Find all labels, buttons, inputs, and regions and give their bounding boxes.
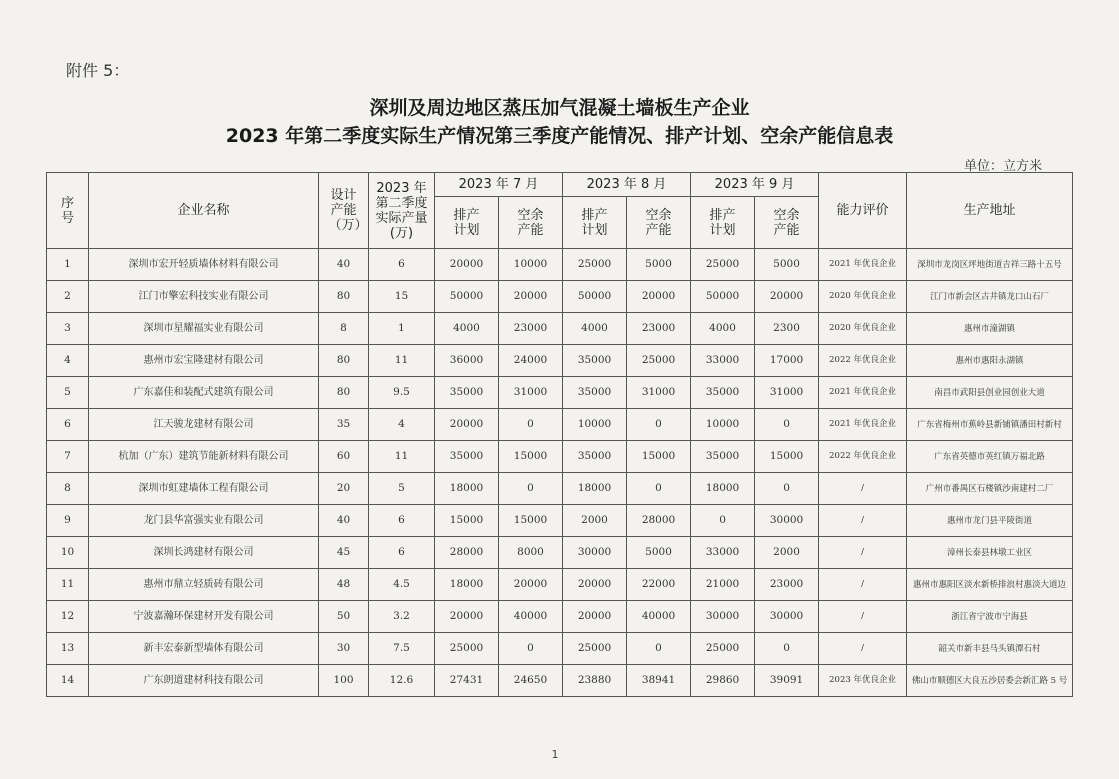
jul-plan: 20000 bbox=[435, 249, 499, 281]
design-capacity: 20 bbox=[319, 473, 369, 505]
header-sep-spare-text: 空余产能 bbox=[773, 207, 800, 238]
design-capacity: 40 bbox=[319, 505, 369, 537]
header-jul-spare bbox=[499, 197, 563, 249]
capability-rating: / bbox=[819, 569, 907, 601]
jul-spare: 0 bbox=[499, 633, 563, 665]
company-name: 深圳市虹建墙体工程有限公司 bbox=[89, 473, 319, 505]
company-name: 江门市擎宏科技实业有限公司 bbox=[89, 281, 319, 313]
jul-plan: 27431 bbox=[435, 665, 499, 697]
capability-rating: 2021 年优良企业 bbox=[819, 377, 907, 409]
header-sep-plan bbox=[691, 197, 755, 249]
aug-plan: 50000 bbox=[563, 281, 627, 313]
header-jul-spare-text: 空余产能 bbox=[517, 207, 544, 238]
capability-rating: / bbox=[819, 537, 907, 569]
production-address: 漳州长泰县林墩工业区 bbox=[907, 537, 1073, 569]
production-address: 佛山市顺德区大良五沙居委会新汇路 5 号 bbox=[907, 665, 1073, 697]
row-index: 12 bbox=[47, 601, 89, 633]
row-index: 3 bbox=[47, 313, 89, 345]
aug-spare: 38941 bbox=[627, 665, 691, 697]
capability-rating: 2020 年优良企业 bbox=[819, 281, 907, 313]
aug-plan: 30000 bbox=[563, 537, 627, 569]
aug-plan: 2000 bbox=[563, 505, 627, 537]
row-index: 11 bbox=[47, 569, 89, 601]
capability-rating: 2023 年优良企业 bbox=[819, 665, 907, 697]
q2-output: 1 bbox=[369, 313, 435, 345]
design-capacity: 80 bbox=[319, 377, 369, 409]
design-capacity: 35 bbox=[319, 409, 369, 441]
table-row bbox=[47, 409, 1073, 441]
jul-plan: 28000 bbox=[435, 537, 499, 569]
sep-plan: 33000 bbox=[691, 345, 755, 377]
annex-label: 附件 5： bbox=[66, 61, 130, 80]
jul-plan: 50000 bbox=[435, 281, 499, 313]
jul-spare: 24000 bbox=[499, 345, 563, 377]
company-name: 宁波嘉瀚环保建材开发有限公司 bbox=[89, 601, 319, 633]
production-address: 韶关市新丰县马头镇潭石村 bbox=[907, 633, 1073, 665]
production-address: 浙江省宁波市宁海县 bbox=[907, 601, 1073, 633]
header-index bbox=[47, 173, 89, 249]
row-index: 9 bbox=[47, 505, 89, 537]
company-name: 广东朗道建材科技有限公司 bbox=[89, 665, 319, 697]
aug-spare: 0 bbox=[627, 633, 691, 665]
aug-plan: 35000 bbox=[563, 377, 627, 409]
q2-output: 5 bbox=[369, 473, 435, 505]
header-company: 企业名称 bbox=[89, 173, 319, 249]
table-row bbox=[47, 441, 1073, 473]
jul-spare: 8000 bbox=[499, 537, 563, 569]
sep-spare: 20000 bbox=[755, 281, 819, 313]
jul-spare: 0 bbox=[499, 409, 563, 441]
row-index: 5 bbox=[47, 377, 89, 409]
sep-plan: 29860 bbox=[691, 665, 755, 697]
jul-plan: 20000 bbox=[435, 601, 499, 633]
header-sep-plan-text: 排产计划 bbox=[709, 207, 736, 238]
capability-rating: / bbox=[819, 633, 907, 665]
sep-spare: 30000 bbox=[755, 505, 819, 537]
aug-spare: 40000 bbox=[627, 601, 691, 633]
header-address: 生产地址 bbox=[907, 173, 1073, 249]
sep-spare: 2300 bbox=[755, 313, 819, 345]
sep-plan: 4000 bbox=[691, 313, 755, 345]
q2-output: 4 bbox=[369, 409, 435, 441]
row-index: 13 bbox=[47, 633, 89, 665]
production-address: 广东省梅州市蕉岭县新铺镇潘田村新村 bbox=[907, 409, 1073, 441]
table-row bbox=[47, 281, 1073, 313]
jul-plan: 35000 bbox=[435, 377, 499, 409]
row-index: 14 bbox=[47, 665, 89, 697]
aug-spare: 20000 bbox=[627, 281, 691, 313]
company-name: 惠州市宏宝隆建材有限公司 bbox=[89, 345, 319, 377]
capability-rating: / bbox=[819, 473, 907, 505]
aug-plan: 10000 bbox=[563, 409, 627, 441]
jul-plan: 36000 bbox=[435, 345, 499, 377]
company-name: 杭加（广东）建筑节能新材料有限公司 bbox=[89, 441, 319, 473]
aug-plan: 35000 bbox=[563, 441, 627, 473]
table-row bbox=[47, 377, 1073, 409]
jul-plan: 35000 bbox=[435, 441, 499, 473]
table-row bbox=[47, 601, 1073, 633]
row-index: 6 bbox=[47, 409, 89, 441]
q2-output: 4.5 bbox=[369, 569, 435, 601]
capability-rating: 2021 年优良企业 bbox=[819, 409, 907, 441]
aug-spare: 22000 bbox=[627, 569, 691, 601]
sep-spare: 17000 bbox=[755, 345, 819, 377]
jul-spare: 24650 bbox=[499, 665, 563, 697]
design-capacity: 50 bbox=[319, 601, 369, 633]
q2-output: 11 bbox=[369, 441, 435, 473]
jul-spare: 20000 bbox=[499, 569, 563, 601]
header-design-capacity-text: 设计产能（万） bbox=[328, 188, 368, 233]
sep-spare: 0 bbox=[755, 473, 819, 505]
jul-plan: 18000 bbox=[435, 473, 499, 505]
production-address: 惠州市龙门县平陵街道 bbox=[907, 505, 1073, 537]
jul-plan: 25000 bbox=[435, 633, 499, 665]
design-capacity: 100 bbox=[319, 665, 369, 697]
table-row bbox=[47, 537, 1073, 569]
design-capacity: 80 bbox=[319, 281, 369, 313]
company-name: 深圳长鸿建材有限公司 bbox=[89, 537, 319, 569]
sep-plan: 0 bbox=[691, 505, 755, 537]
company-name: 新丰宏泰新型墙体有限公司 bbox=[89, 633, 319, 665]
production-address: 惠州市潼湖镇 bbox=[907, 313, 1073, 345]
q2-output: 6 bbox=[369, 505, 435, 537]
aug-spare: 23000 bbox=[627, 313, 691, 345]
table-row bbox=[47, 633, 1073, 665]
design-capacity: 45 bbox=[319, 537, 369, 569]
production-address: 南昌市武阳县创业园创业大道 bbox=[907, 377, 1073, 409]
header-aug-plan-text: 排产计划 bbox=[581, 207, 608, 238]
jul-plan: 4000 bbox=[435, 313, 499, 345]
table-header bbox=[47, 173, 1073, 249]
design-capacity: 30 bbox=[319, 633, 369, 665]
aug-spare: 0 bbox=[627, 473, 691, 505]
row-index: 4 bbox=[47, 345, 89, 377]
aug-spare: 31000 bbox=[627, 377, 691, 409]
header-sep-spare bbox=[755, 197, 819, 249]
q2-output: 12.6 bbox=[369, 665, 435, 697]
jul-spare: 15000 bbox=[499, 441, 563, 473]
aug-plan: 35000 bbox=[563, 345, 627, 377]
sep-spare: 2000 bbox=[755, 537, 819, 569]
table-row bbox=[47, 505, 1073, 537]
jul-spare: 20000 bbox=[499, 281, 563, 313]
aug-plan: 20000 bbox=[563, 569, 627, 601]
company-name: 龙门县华富强实业有限公司 bbox=[89, 505, 319, 537]
sep-spare: 0 bbox=[755, 633, 819, 665]
row-index: 2 bbox=[47, 281, 89, 313]
sep-plan: 25000 bbox=[691, 249, 755, 281]
company-name: 广东嘉佳和装配式建筑有限公司 bbox=[89, 377, 319, 409]
aug-plan: 25000 bbox=[563, 633, 627, 665]
table-row bbox=[47, 249, 1073, 281]
aug-spare: 25000 bbox=[627, 345, 691, 377]
page-number: 1 bbox=[551, 748, 559, 761]
jul-spare: 15000 bbox=[499, 505, 563, 537]
aug-spare: 15000 bbox=[627, 441, 691, 473]
jul-plan: 15000 bbox=[435, 505, 499, 537]
capability-rating: / bbox=[819, 505, 907, 537]
capability-rating: 2022 年优良企业 bbox=[819, 441, 907, 473]
table-row bbox=[47, 569, 1073, 601]
table-row bbox=[47, 345, 1073, 377]
sep-spare: 5000 bbox=[755, 249, 819, 281]
capacity-table bbox=[46, 172, 1073, 697]
header-jul-plan bbox=[435, 197, 499, 249]
sep-plan: 18000 bbox=[691, 473, 755, 505]
sep-plan: 35000 bbox=[691, 377, 755, 409]
q2-output: 11 bbox=[369, 345, 435, 377]
aug-plan: 23880 bbox=[563, 665, 627, 697]
header-aug-plan bbox=[563, 197, 627, 249]
row-index: 8 bbox=[47, 473, 89, 505]
capability-rating: / bbox=[819, 601, 907, 633]
table-row bbox=[47, 665, 1073, 697]
header-aug-spare bbox=[627, 197, 691, 249]
document-title-line1: 深圳及周边地区蒸压加气混凝土墙板生产企业 bbox=[369, 97, 750, 119]
aug-spare: 5000 bbox=[627, 537, 691, 569]
q2-output: 15 bbox=[369, 281, 435, 313]
production-address: 惠州市惠阳永湖镇 bbox=[907, 345, 1073, 377]
jul-spare: 31000 bbox=[499, 377, 563, 409]
jul-spare: 10000 bbox=[499, 249, 563, 281]
header-design-capacity bbox=[319, 173, 369, 249]
design-capacity: 8 bbox=[319, 313, 369, 345]
sep-spare: 31000 bbox=[755, 377, 819, 409]
jul-plan: 18000 bbox=[435, 569, 499, 601]
design-capacity: 60 bbox=[319, 441, 369, 473]
sep-spare: 30000 bbox=[755, 601, 819, 633]
q2-output: 6 bbox=[369, 249, 435, 281]
q2-output: 9.5 bbox=[369, 377, 435, 409]
aug-plan: 4000 bbox=[563, 313, 627, 345]
production-address: 广州市番禺区石楼镇沙南建村二厂 bbox=[907, 473, 1073, 505]
sep-plan: 25000 bbox=[691, 633, 755, 665]
aug-spare: 5000 bbox=[627, 249, 691, 281]
header-august: 2023 年 8 月 bbox=[563, 173, 691, 197]
design-capacity: 48 bbox=[319, 569, 369, 601]
header-jul-plan-text: 排产计划 bbox=[453, 207, 480, 238]
row-index: 1 bbox=[47, 249, 89, 281]
aug-spare: 0 bbox=[627, 409, 691, 441]
jul-spare: 23000 bbox=[499, 313, 563, 345]
row-index: 7 bbox=[47, 441, 89, 473]
jul-spare: 0 bbox=[499, 473, 563, 505]
company-name: 深圳市星耀福实业有限公司 bbox=[89, 313, 319, 345]
company-name: 惠州市鼎立轻质砖有限公司 bbox=[89, 569, 319, 601]
aug-plan: 18000 bbox=[563, 473, 627, 505]
unit-label: 单位：立方米 bbox=[964, 159, 1043, 174]
production-address: 惠州市惠阳区淡水新桥排浪村惠淡大道边 bbox=[907, 569, 1073, 601]
aug-spare: 28000 bbox=[627, 505, 691, 537]
design-capacity: 80 bbox=[319, 345, 369, 377]
capability-rating: 2021 年优良企业 bbox=[819, 249, 907, 281]
q2-output: 7.5 bbox=[369, 633, 435, 665]
company-name: 江天骏龙建材有限公司 bbox=[89, 409, 319, 441]
table-row bbox=[47, 473, 1073, 505]
sep-plan: 30000 bbox=[691, 601, 755, 633]
sep-spare: 15000 bbox=[755, 441, 819, 473]
table-row bbox=[47, 313, 1073, 345]
production-address: 江门市新会区古井镇龙口山石厂 bbox=[907, 281, 1073, 313]
header-index-text: 序号 bbox=[60, 195, 74, 226]
design-capacity: 40 bbox=[319, 249, 369, 281]
jul-plan: 20000 bbox=[435, 409, 499, 441]
sep-plan: 10000 bbox=[691, 409, 755, 441]
sep-plan: 50000 bbox=[691, 281, 755, 313]
sep-spare: 23000 bbox=[755, 569, 819, 601]
production-address: 深圳市龙岗区坪地街道吉祥三路十五号 bbox=[907, 249, 1073, 281]
sep-plan: 35000 bbox=[691, 441, 755, 473]
capability-rating: 2020 年优良企业 bbox=[819, 313, 907, 345]
aug-plan: 20000 bbox=[563, 601, 627, 633]
production-address: 广东省英德市英红镇万福北路 bbox=[907, 441, 1073, 473]
header-aug-spare-text: 空余产能 bbox=[645, 207, 672, 238]
header-september: 2023 年 9 月 bbox=[691, 173, 819, 197]
header-rating: 能力评价 bbox=[819, 173, 907, 249]
q2-output: 6 bbox=[369, 537, 435, 569]
sep-plan: 33000 bbox=[691, 537, 755, 569]
header-q2-output bbox=[369, 173, 435, 249]
aug-plan: 25000 bbox=[563, 249, 627, 281]
table-body bbox=[47, 249, 1073, 697]
header-july: 2023 年 7 月 bbox=[435, 173, 563, 197]
document-title-line2: 2023 年第二季度实际生产情况第三季度产能情况、排产计划、空余产能信息表 bbox=[225, 125, 894, 147]
row-index: 10 bbox=[47, 537, 89, 569]
jul-spare: 40000 bbox=[499, 601, 563, 633]
header-q2-output-text: 2023 年第二季度实际产量(万) bbox=[375, 180, 428, 241]
capability-rating: 2022 年优良企业 bbox=[819, 345, 907, 377]
company-name: 深圳市宏开轻质墙体材料有限公司 bbox=[89, 249, 319, 281]
sep-spare: 0 bbox=[755, 409, 819, 441]
sep-spare: 39091 bbox=[755, 665, 819, 697]
sep-plan: 21000 bbox=[691, 569, 755, 601]
q2-output: 3.2 bbox=[369, 601, 435, 633]
